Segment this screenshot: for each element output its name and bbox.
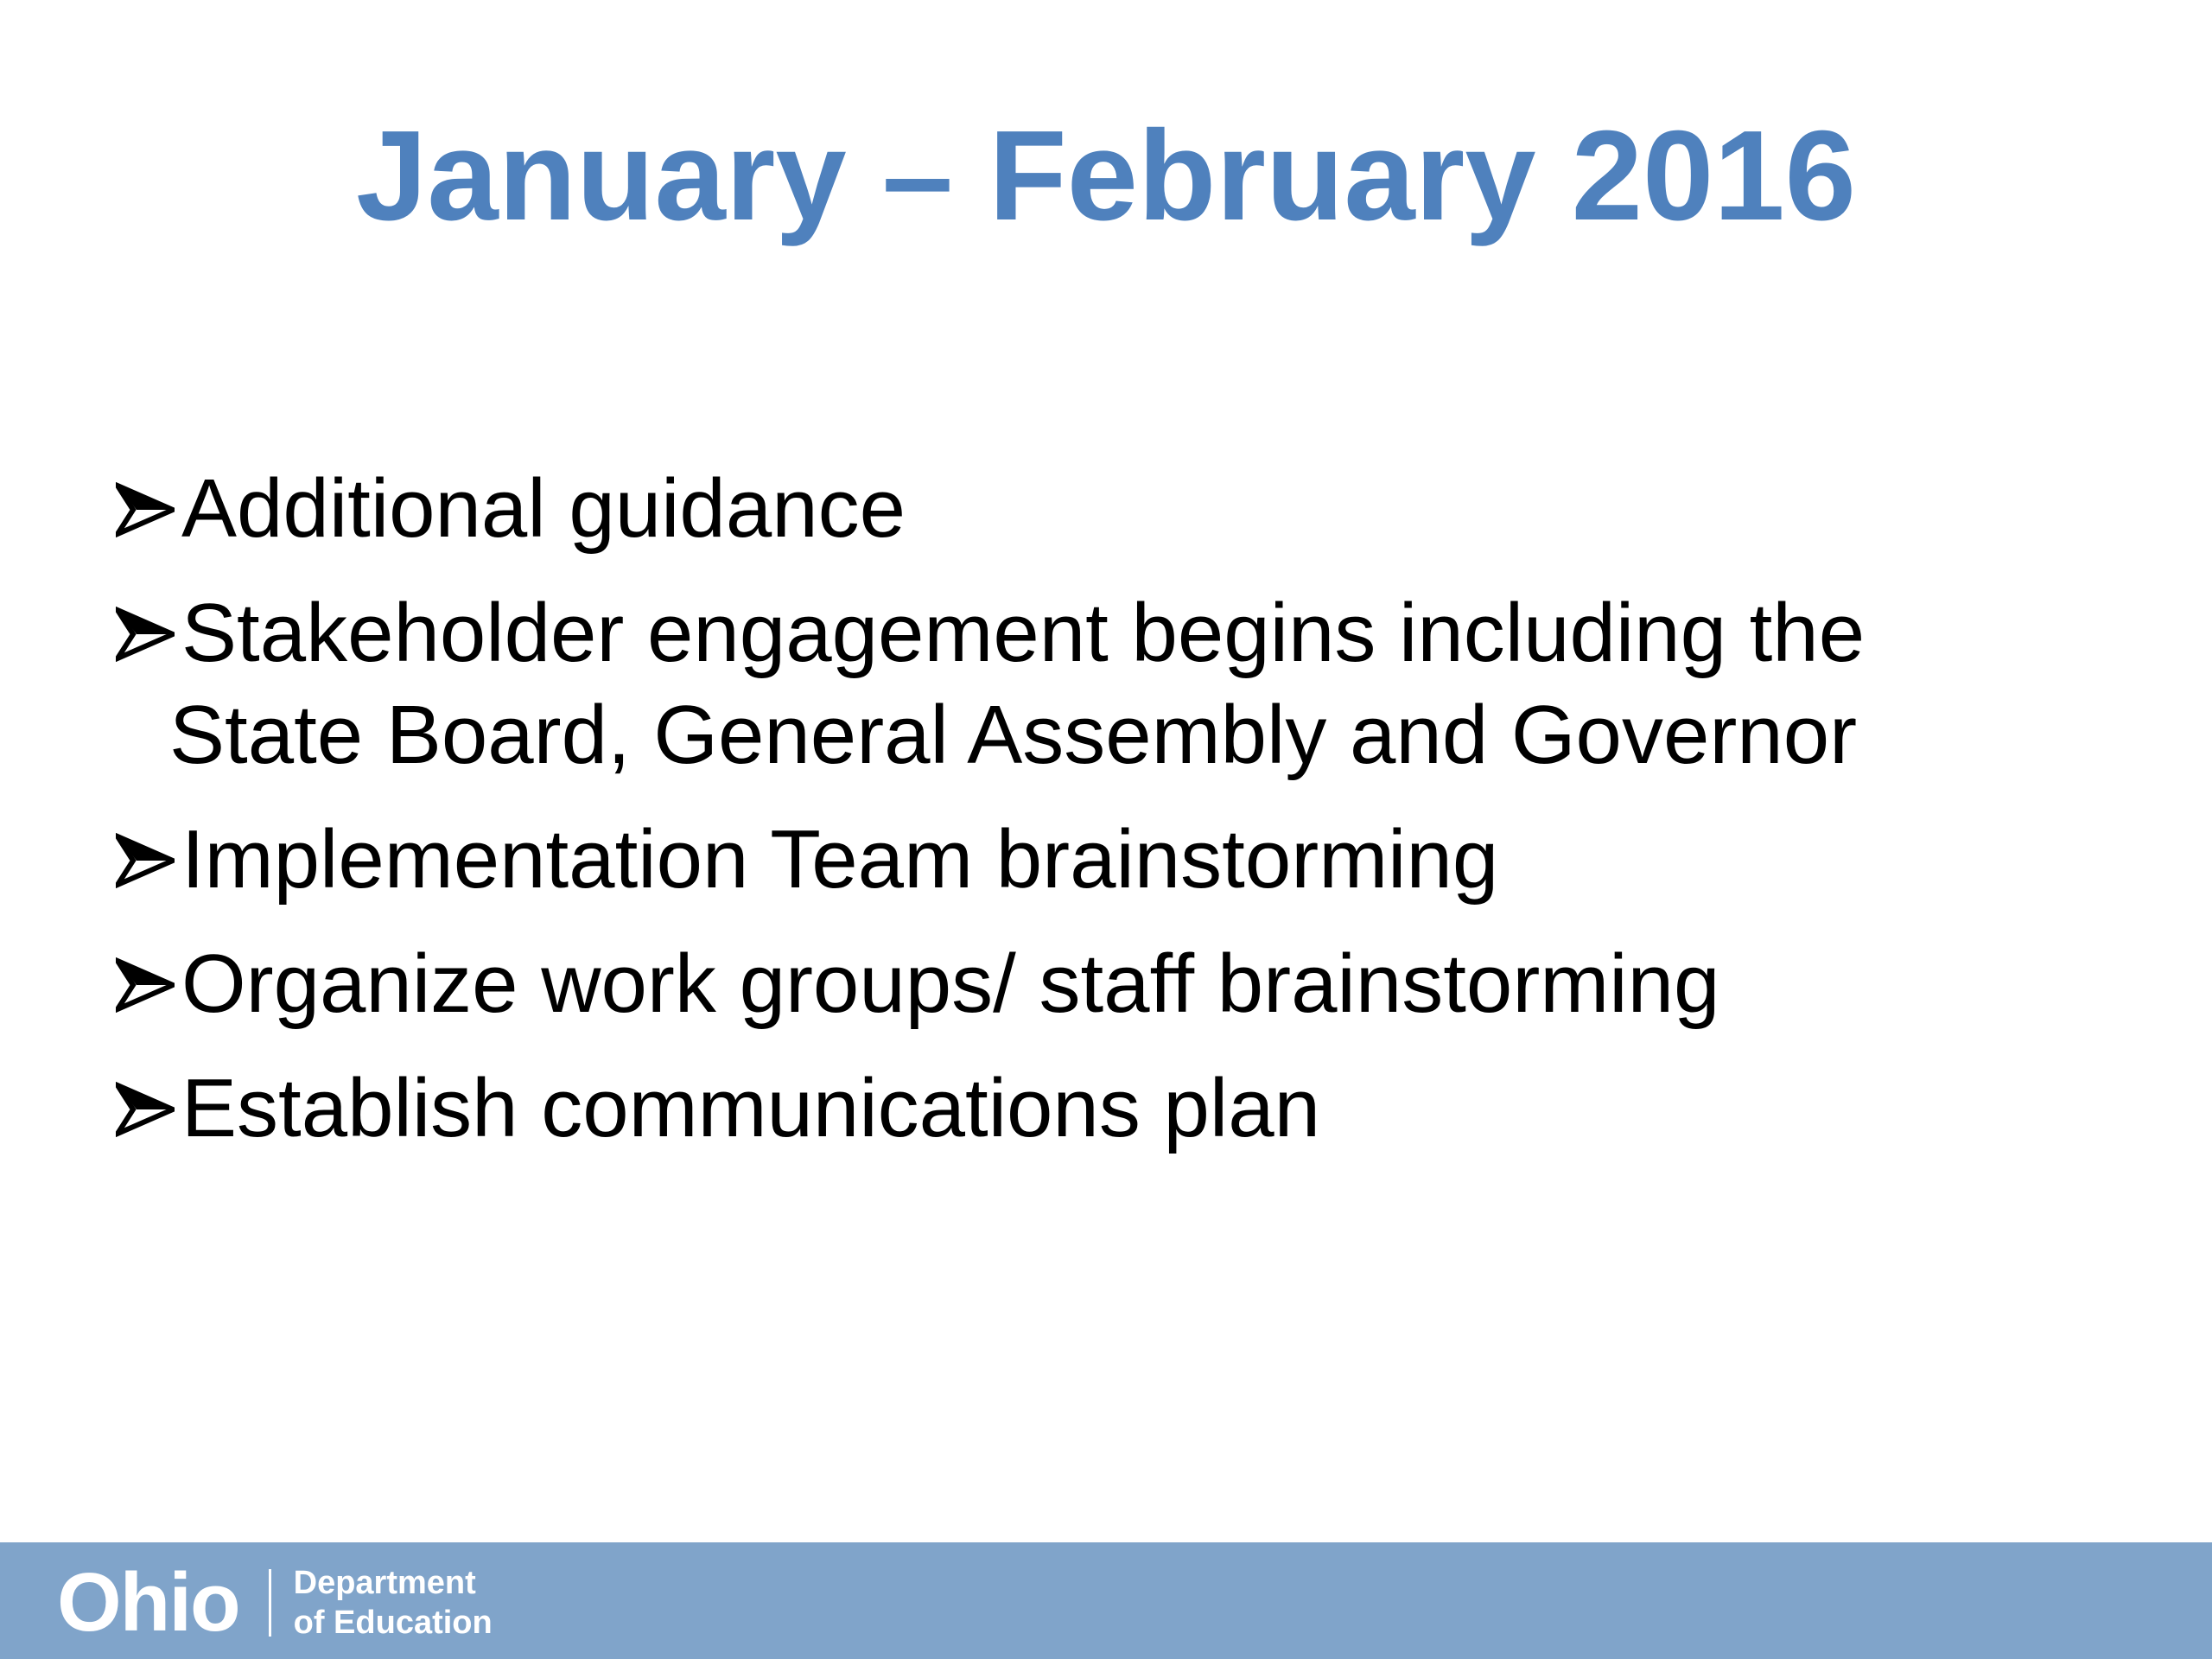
list-item	[116, 809, 2103, 911]
logo-dept-line2: of Education	[293, 1605, 493, 1641]
logo-dept-line1: Department	[293, 1565, 476, 1601]
arrowhead-bullet-icon	[116, 833, 175, 888]
logo-wordmark: Ohio	[57, 1556, 239, 1649]
slide-title: January – February 2016	[356, 105, 1856, 247]
list-item	[116, 582, 2103, 786]
footer-bar	[0, 1542, 2212, 1659]
bullet-list	[116, 458, 2103, 1182]
list-item	[116, 933, 2103, 1035]
bullet-text: Implementation Team brainstorming	[181, 813, 1499, 906]
list-item	[116, 458, 2103, 560]
bullet-text: Additional guidance	[181, 462, 906, 555]
logo-department-text	[294, 1563, 493, 1643]
bullet-text: Establish communications plan	[181, 1062, 1320, 1154]
bullet-text: Stakeholder engagement begins including the	[181, 587, 1866, 679]
bullet-text-continued: State Board, General Assembly and Governor	[169, 689, 1858, 781]
logo-divider	[269, 1569, 271, 1637]
bullet-text: Organize work groups/ staff brainstorming	[181, 938, 1720, 1030]
ohio-department-of-education-logo	[57, 1556, 493, 1649]
arrowhead-bullet-icon	[116, 607, 175, 662]
arrowhead-bullet-icon	[116, 957, 175, 1013]
list-item	[116, 1058, 2103, 1160]
arrowhead-bullet-icon	[116, 1082, 175, 1137]
arrowhead-bullet-icon	[116, 482, 175, 537]
